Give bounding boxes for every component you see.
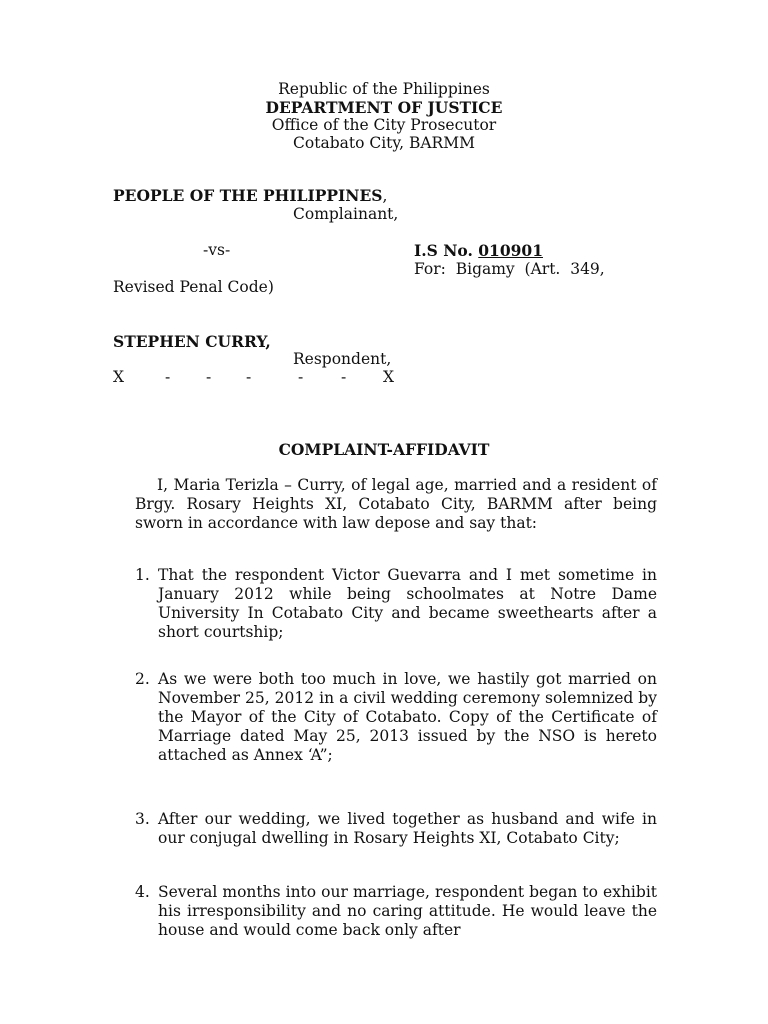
separator-dash: - [165,368,171,386]
separator-dash: - [206,368,212,386]
paragraph-number: 2. [135,670,150,688]
paragraph-number: 1. [135,566,150,584]
case-number: 010901 [478,241,543,260]
paragraph-text: Several months into our marriage, respondent began to exhibit his irresponsibility and no caring attitude. He would leave the house and would come back only after [158,883,657,939]
paragraph-text: That the respondent Victor Guevarra and I met sometime in January 2012 while being schoolmates at Notre Dame University In Cotabato City and became sweethearts after a short courtship; [158,566,657,641]
separator-dash: - [341,368,347,386]
paragraph-text: As we were both too much in love, we hastily got married on November 25, 2012 in a civil wedding ceremony solemnized by the Mayor of the City of Cotabato. Copy of the Certificate of Marriage dated May 25, 2013 issued by the NSO is hereto attached as Annex ‘A”; [158,670,657,764]
paragraph-number: 3. [135,810,150,828]
paragraph-number: 4. [135,883,150,901]
separator-dash: - [246,368,252,386]
complainant-name: PEOPLE OF THE PHILIPPINES [113,186,383,205]
complainant-label: Complainant, [293,205,399,223]
charge-line-cont: Revised Penal Code) [113,278,274,296]
header-city: Cotabato City, BARMM [293,134,475,152]
document-title: COMPLAINT-AFFIDAVIT [278,440,490,459]
complainant-comma: , [382,187,388,205]
complainant-name-line [113,186,387,206]
intro-paragraph: I, Maria Terizla – Curry, of legal age, married and a resident of Brgy. Rosary Heights XI, Cotabato City, BARMM after being sworn in accordance with law depose and say that: [135,476,657,532]
paragraph-text: After our wedding, we lived together as husband and wife in our conjugal dwelling in Rosary Heights XI, Cotabato City; [158,810,657,847]
vs-label: -vs- [203,241,231,259]
separator-x-right: X [383,368,395,386]
respondent-label: Respondent, [293,350,392,368]
header-republic: Republic of the Philippines [278,80,490,98]
respondent-name: STEPHEN CURRY, [113,332,271,351]
header-department: DEPARTMENT OF JUSTICE [265,98,503,117]
header-office: Office of the City Prosecutor [271,116,497,134]
case-number-line [414,241,543,260]
separator-dash: - [298,368,304,386]
separator-x-left: X [113,368,125,386]
case-number-label: I.S No. [414,241,479,260]
charge-line: For: Bigamy (Art. 349, [414,260,605,278]
caption-separator [0,368,768,387]
